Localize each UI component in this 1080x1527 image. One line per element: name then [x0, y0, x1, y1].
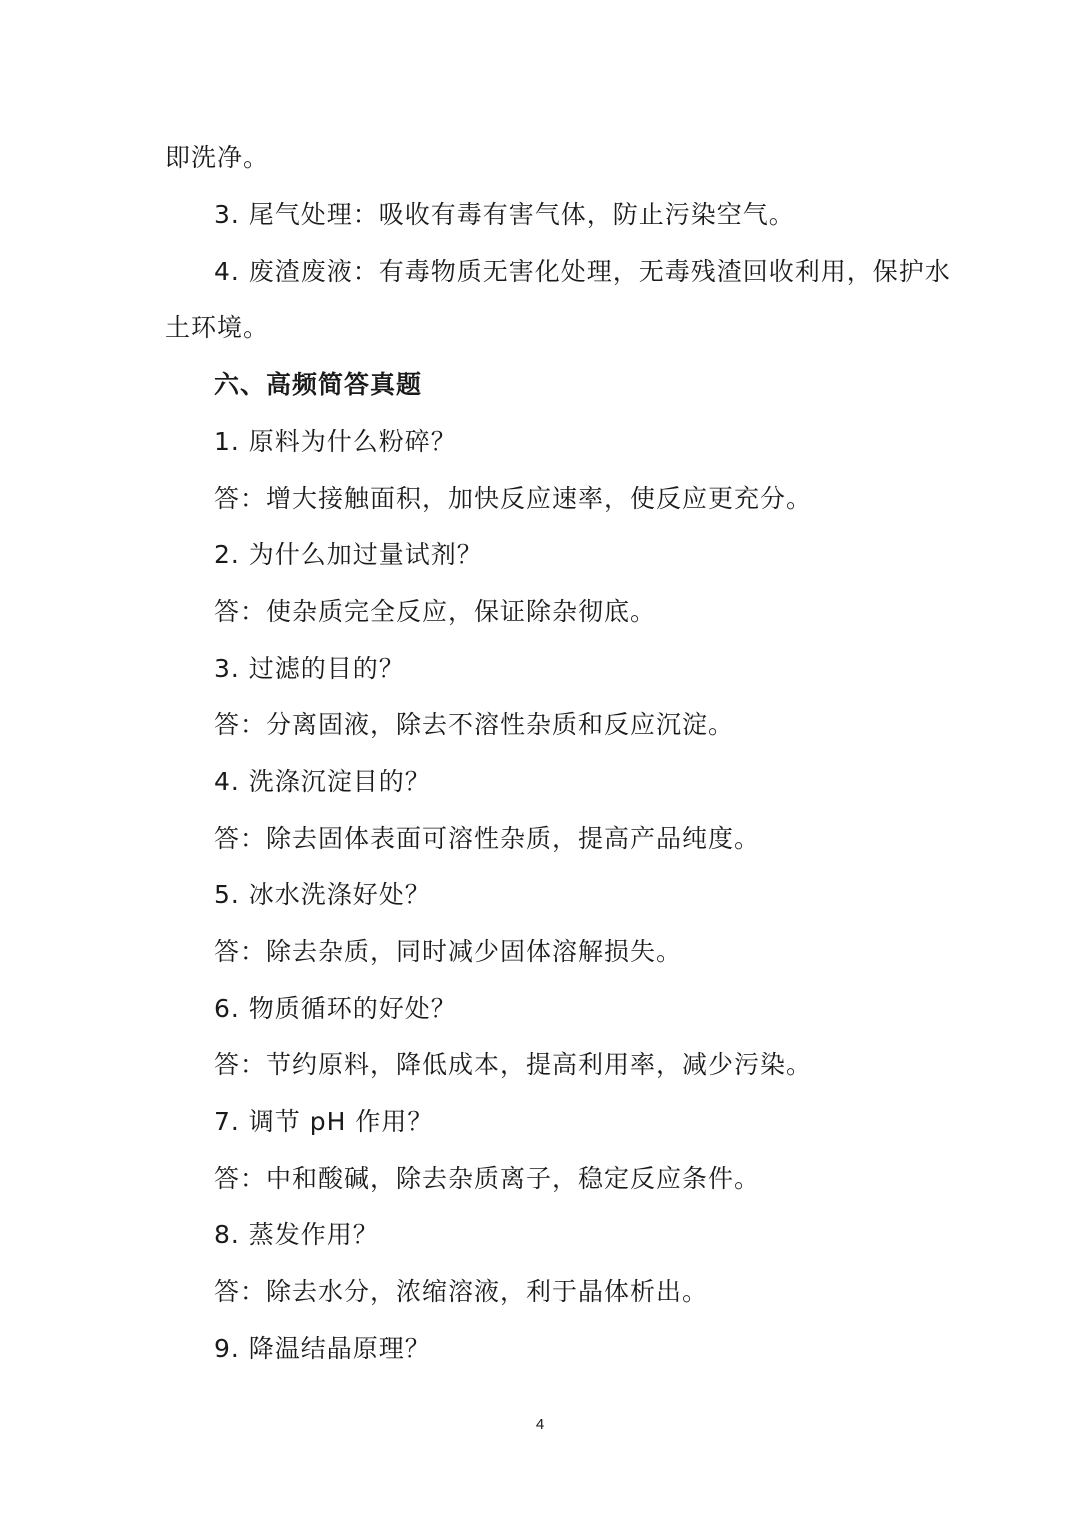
answer-3: 答：分离固液，除去不溶性杂质和反应沉淀。 — [214, 710, 735, 739]
item-waste-liquid: 4. 废渣废液：有毒物质无害化处理，无毒残渣回收利用，保护水 — [214, 257, 951, 286]
question-2: 2. 为什么加过量试剂？ — [214, 540, 483, 569]
item-tail-gas: 3. 尾气处理：吸收有毒有害气体，防止污染空气。 — [214, 200, 795, 229]
question-9: 9. 降温结晶原理？ — [214, 1334, 431, 1363]
answer-6: 答：节约原料，降低成本，提高利用率，减少污染。 — [214, 1050, 813, 1079]
question-6: 6. 物质循环的好处？ — [214, 994, 457, 1023]
answer-4: 答：除去固体表面可溶性杂质，提高产品纯度。 — [214, 824, 761, 853]
question-7: 7. 调节 pH 作用？ — [214, 1107, 434, 1136]
item-waste-liquid-continued: 土环境。 — [165, 313, 270, 342]
section-heading: 六、高频简答真题 — [214, 370, 423, 399]
answer-5: 答：除去杂质，同时减少固体溶解损失。 — [214, 937, 683, 966]
question-1: 1. 原料为什么粉碎？ — [214, 427, 457, 456]
page-number: 4 — [535, 1416, 545, 1433]
question-4: 4. 洗涤沉淀目的？ — [214, 767, 431, 796]
question-5: 5. 冰水洗涤好处？ — [214, 880, 431, 909]
continued-text-line: 即洗净。 — [165, 143, 270, 172]
answer-2: 答：使杂质完全反应，保证除杂彻底。 — [214, 597, 657, 626]
answer-7: 答：中和酸碱，除去杂质离子，稳定反应条件。 — [214, 1164, 761, 1193]
question-8: 8. 蒸发作用？ — [214, 1220, 379, 1249]
answer-1: 答：增大接触面积，加快反应速率，使反应更充分。 — [214, 484, 813, 513]
question-3: 3. 过滤的目的？ — [214, 654, 405, 683]
answer-8: 答：除去水分，浓缩溶液，利于晶体析出。 — [214, 1277, 709, 1306]
